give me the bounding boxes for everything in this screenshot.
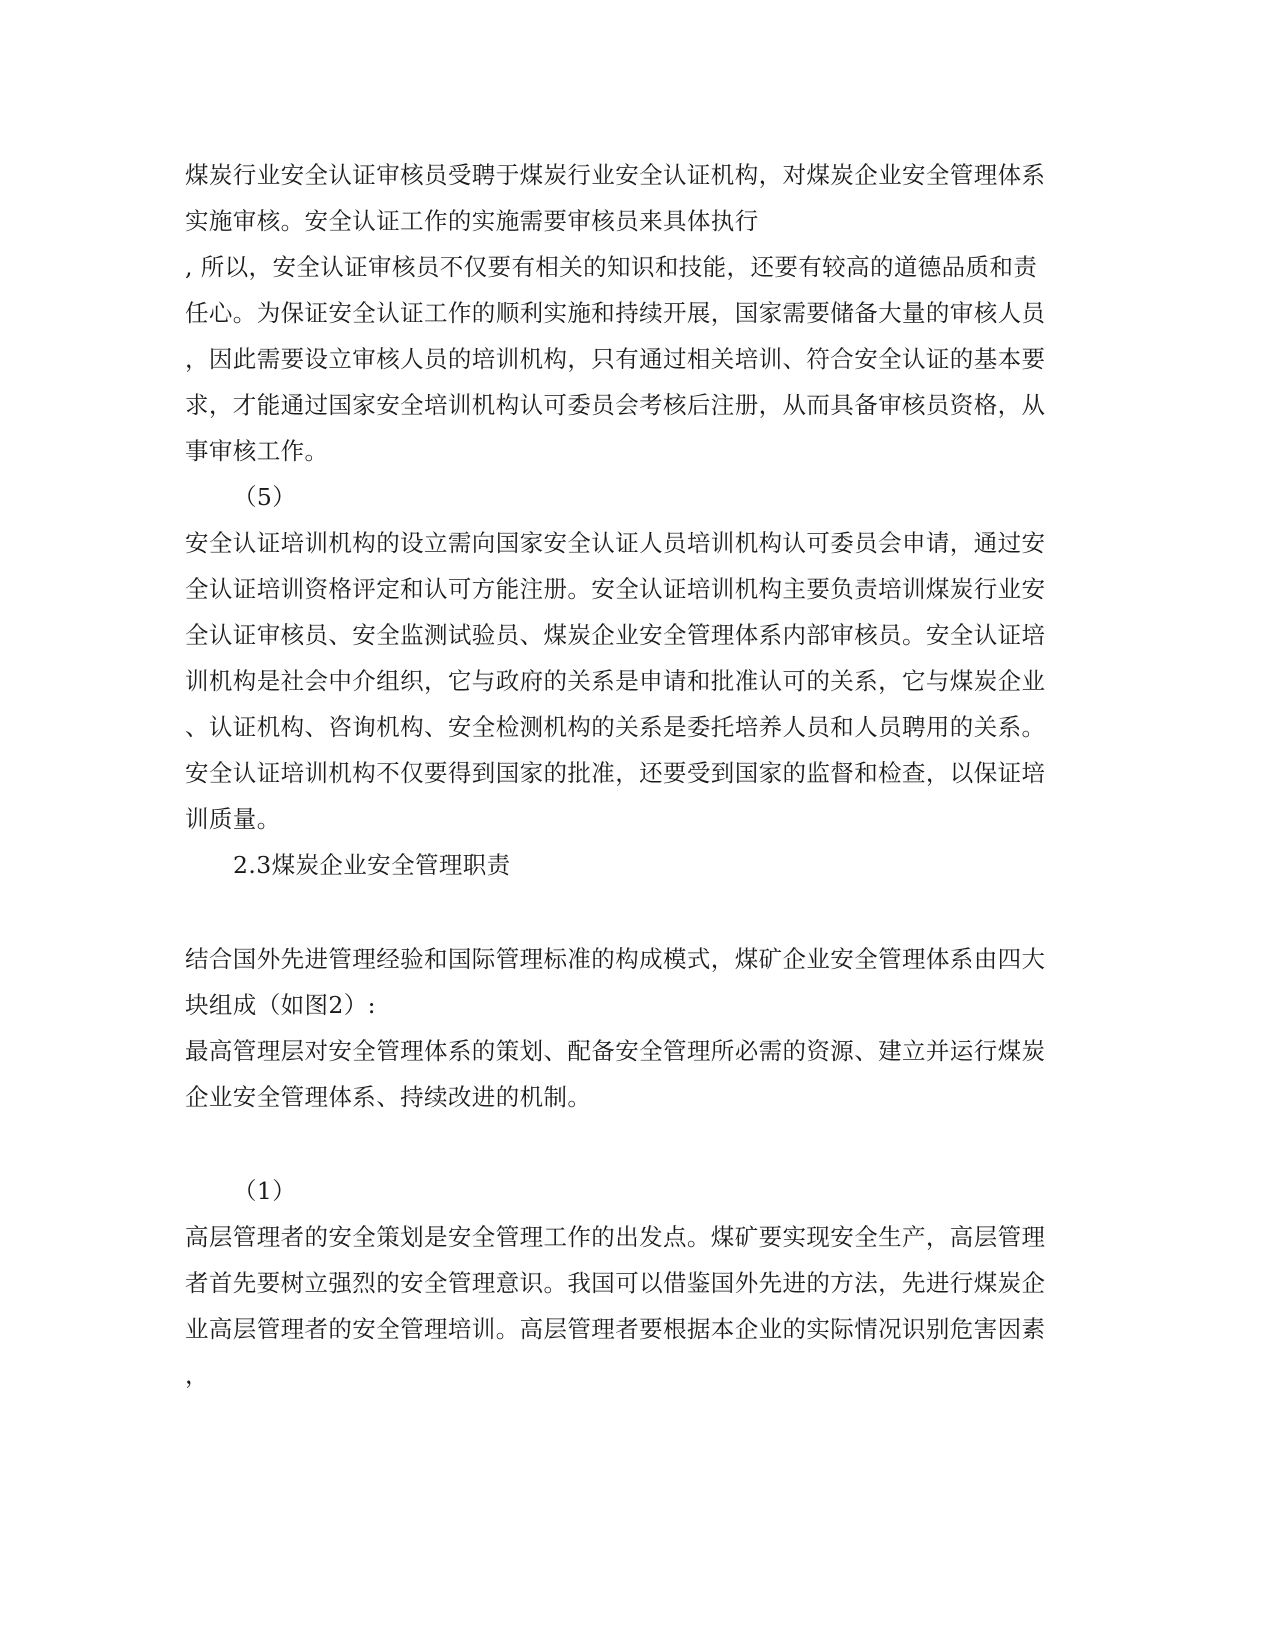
paragraph-line: 实施审核。安全认证工作的实施需要审核员来具体执行 <box>185 207 759 235</box>
paragraph-line: 事审核工作。 <box>185 437 329 465</box>
section-heading: 2.3煤炭企业安全管理职责 <box>233 851 511 879</box>
paragraph-line: 、认证机构、咨询机构、安全检测机构的关系是委托培养人员和人员聘用的关系。 <box>185 713 1046 741</box>
paragraph-line: 任心。为保证安全认证工作的顺利实施和持续开展，国家需要储备大量的审核人员 <box>185 299 1046 327</box>
paragraph-line: 全认证培训资格评定和认可方能注册。安全认证培训机构主要负责培训煤炭行业安 <box>185 575 1046 603</box>
paragraph-line: 者首先要树立强烈的安全管理意识。我国可以借鉴国外先进的方法，先进行煤炭企 <box>185 1269 1046 1297</box>
paragraph-line: 全认证审核员、安全监测试验员、煤炭企业安全管理体系内部审核员。安全认证培 <box>185 621 1046 649</box>
paragraph-line: 最高管理层对安全管理体系的策划、配备安全管理所必需的资源、建立并运行煤炭 <box>185 1037 1046 1065</box>
paragraph-line: 安全认证培训机构不仅要得到国家的批准，还要受到国家的监督和检查，以保证培 <box>185 759 1046 787</box>
list-marker: （5） <box>233 483 297 511</box>
paragraph-line: 企业安全管理体系、持续改进的机制。 <box>185 1083 592 1111</box>
paragraph-line: 求，才能通过国家安全培训机构认可委员会考核后注册，从而具备审核员资格，从 <box>185 391 1046 419</box>
paragraph-line: ，因此需要设立审核人员的培训机构，只有通过相关培训、符合安全认证的基本要 <box>185 345 1046 373</box>
paragraph-line: , 所以，安全认证审核员不仅要有相关的知识和技能，还要有较高的道德品质和责 <box>185 253 1038 281</box>
paragraph-line: 块组成（如图2）: <box>185 991 376 1019</box>
paragraph-line: ， <box>185 1361 209 1389</box>
paragraph-line: 安全认证培训机构的设立需向国家安全认证人员培训机构认可委员会申请，通过安 <box>185 529 1046 557</box>
paragraph-line: 结合国外先进管理经验和国际管理标准的构成模式，煤矿企业安全管理体系由四大 <box>185 945 1046 973</box>
list-marker: （1） <box>233 1177 297 1205</box>
paragraph-line: 训质量。 <box>185 805 281 833</box>
paragraph-line: 煤炭行业安全认证审核员受聘于煤炭行业安全认证机构，对煤炭企业安全管理体系 <box>185 161 1046 189</box>
paragraph-line: 业高层管理者的安全管理培训。高层管理者要根据本企业的实际情况识别危害因素 <box>185 1315 1046 1343</box>
paragraph-line: 高层管理者的安全策划是安全管理工作的出发点。煤矿要实现安全生产，高层管理 <box>185 1223 1046 1251</box>
paragraph-line: 训机构是社会中介组织，它与政府的关系是申请和批准认可的关系，它与煤炭企业 <box>185 667 1046 695</box>
